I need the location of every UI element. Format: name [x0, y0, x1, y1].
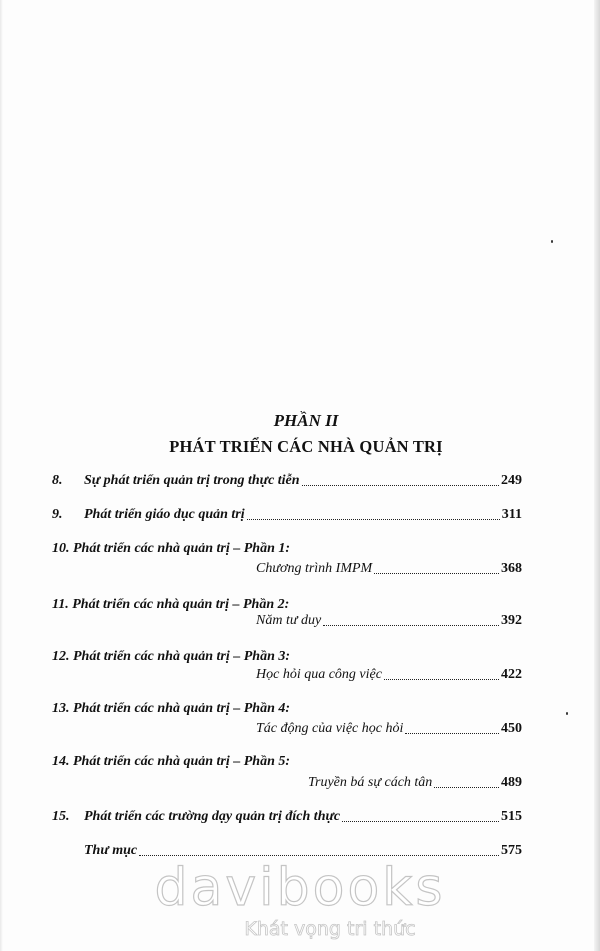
- toc-entry-10[interactable]: [256, 558, 522, 578]
- part-title: PHẦN II: [273, 411, 339, 430]
- toc-title: Truyền bá sự cách tân: [308, 775, 433, 790]
- toc-entry-11[interactable]: [256, 610, 522, 630]
- toc-entry-14[interactable]: [308, 772, 522, 792]
- toc-page-number: 311: [501, 507, 522, 522]
- toc-title: Học hỏi qua công việc: [256, 667, 382, 682]
- toc-number: 11.: [52, 597, 69, 612]
- toc-leader-dots: [405, 732, 499, 734]
- toc-page-number: 489: [501, 775, 522, 790]
- watermark-brand: davibooks: [154, 858, 446, 918]
- toc-number: 15.: [52, 809, 70, 824]
- toc-leader-dots: [323, 624, 499, 626]
- toc-entry-9[interactable]: [52, 504, 522, 524]
- toc-entry-15[interactable]: [52, 806, 522, 826]
- toc-leader-dots: [384, 678, 499, 680]
- toc-entry-8[interactable]: [52, 470, 522, 490]
- toc-entry-12[interactable]: [256, 664, 522, 684]
- toc-number: 9.: [52, 507, 63, 522]
- page-edge-left: [0, 0, 3, 951]
- toc-page-number: 450: [501, 721, 522, 736]
- toc-title: Sự phát triển quản trị trong thực tiễn: [84, 473, 300, 488]
- toc-heading-text: Phát triển các nhà quản trị – Phần 2:: [72, 597, 290, 612]
- part-subtitle: PHÁT TRIỂN CÁC NHÀ QUẢN TRỊ: [169, 437, 443, 456]
- toc-page-number: 368: [501, 561, 522, 576]
- toc-page-number: 249: [501, 473, 522, 488]
- page-edge-right: [594, 0, 600, 951]
- toc-title: Năm tư duy: [256, 613, 322, 628]
- toc-title: Chương trình IMPM: [256, 561, 373, 576]
- toc-page-number: 575: [501, 843, 522, 858]
- toc-heading-text: Phát triển các nhà quản trị – Phần 4:: [73, 701, 291, 716]
- toc-title: Phát triển giáo dục quản trị: [84, 507, 245, 522]
- toc-number: 14.: [52, 754, 70, 769]
- toc-page-number: 515: [501, 809, 522, 824]
- toc-leader-dots: [434, 786, 499, 788]
- scan-speck: [551, 240, 553, 243]
- toc-leader-dots: [374, 572, 499, 574]
- toc-page-number: 392: [501, 613, 522, 628]
- toc-number: 10.: [52, 541, 70, 556]
- scan-speck: [566, 712, 568, 715]
- toc-leader-dots: [139, 854, 499, 856]
- toc-number: 8.: [52, 473, 63, 488]
- toc-title: Phát triển các trường dạy quản trị đích thực: [84, 809, 341, 824]
- watermark-slogan: Khát vọng tri thức: [244, 918, 416, 940]
- toc-number: 13.: [52, 701, 70, 716]
- toc-leader-dots: [247, 518, 500, 520]
- toc-page-number: 422: [501, 667, 522, 682]
- toc-leader-dots: [342, 820, 499, 822]
- toc-heading-text: Phát triển các nhà quản trị – Phần 3:: [73, 649, 291, 664]
- toc-entry-13-heading: [52, 700, 522, 720]
- toc-heading-text: Phát triển các nhà quản trị – Phần 5:: [73, 754, 291, 769]
- toc-entry-13[interactable]: [256, 718, 522, 738]
- toc-number: 12.: [52, 649, 70, 664]
- toc-entry-bibliography[interactable]: [84, 840, 522, 860]
- toc-title: Thư mục: [84, 843, 138, 858]
- toc-title: Tác động của việc học hỏi: [256, 721, 404, 736]
- toc-leader-dots: [302, 484, 499, 486]
- toc-heading-text: Phát triển các nhà quản trị – Phần 1:: [73, 541, 291, 556]
- toc-entry-14-heading: [52, 753, 522, 773]
- toc-entry-10-heading: [52, 540, 522, 560]
